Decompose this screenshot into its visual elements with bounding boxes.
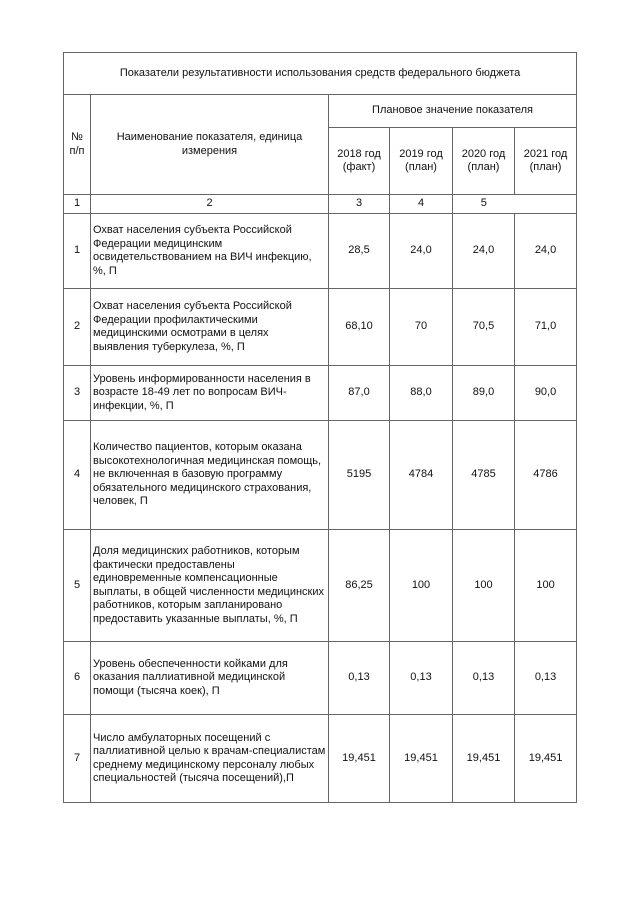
value-2018: 87,0	[329, 366, 390, 421]
table-row	[64, 366, 577, 421]
value-2021: 71,0	[515, 289, 577, 366]
row-num: 4	[64, 421, 91, 530]
table-row	[64, 421, 577, 530]
value-2019: 70	[390, 289, 453, 366]
value-2020: 89,0	[453, 366, 515, 421]
value-2021: 4786	[515, 421, 577, 530]
table-row	[64, 715, 577, 803]
value-2019: 24,0	[390, 214, 453, 289]
value-2021: 100	[515, 530, 577, 642]
value-2019: 19,451	[390, 715, 453, 803]
row-name: Охват населения субъекта Российской Федерации медицинским освидетельствованием на ВИЧ инфекцию, %, П	[91, 214, 329, 289]
row-num: 3	[64, 366, 91, 421]
row-num: 2	[64, 289, 91, 366]
value-2018: 68,10	[329, 289, 390, 366]
table-row	[64, 530, 577, 642]
value-2020: 70,5	[453, 289, 515, 366]
column-number	[515, 195, 577, 214]
column-number: 5	[453, 195, 515, 214]
header-year-2021: 2021 год (план)	[515, 128, 577, 195]
value-2020: 100	[453, 530, 515, 642]
row-num: 1	[64, 214, 91, 289]
value-2021: 24,0	[515, 214, 577, 289]
table-title: Показатели результативности использования средств федерального бюджета	[64, 53, 577, 95]
row-name: Доля медицинских работников, которым фактически предоставлены единовременные компенсационные выплаты, в общей численности медицинских работников, которым запланировано предоставить указанные выплаты, %, П	[91, 530, 329, 642]
row-name: Число амбулаторных посещений с паллиативной целью к врачам-специалистам среднему медицинскому персоналу любых специальностей (тысяча посещений),П	[91, 715, 329, 803]
value-2019: 100	[390, 530, 453, 642]
row-num: 7	[64, 715, 91, 803]
header-year-2019: 2019 год (план)	[390, 128, 453, 195]
row-num: 5	[64, 530, 91, 642]
value-2018: 19,451	[329, 715, 390, 803]
value-2018: 28,5	[329, 214, 390, 289]
row-num: 6	[64, 642, 91, 715]
row-name: Уровень обеспеченности койками для оказания паллиативной медицинской помощи (тысяча коек), П	[91, 642, 329, 715]
table-row	[64, 642, 577, 715]
value-2020: 0,13	[453, 642, 515, 715]
value-2020: 4785	[453, 421, 515, 530]
row-name: Количество пациентов, которым оказана высокотехнологичная медицинская помощь, не включенная в базовую программу обязательного медицинского страхования, человек, П	[91, 421, 329, 530]
header-num: № п/п	[64, 95, 91, 195]
value-2021: 19,451	[515, 715, 577, 803]
header-planned: Плановое значение показателя	[329, 95, 577, 128]
table-row	[64, 289, 577, 366]
value-2020: 24,0	[453, 214, 515, 289]
value-2019: 0,13	[390, 642, 453, 715]
table-row	[64, 214, 577, 289]
value-2018: 5195	[329, 421, 390, 530]
column-number: 4	[390, 195, 453, 214]
value-2018: 86,25	[329, 530, 390, 642]
indicators-table	[63, 52, 577, 803]
column-number: 2	[91, 195, 329, 214]
value-2021: 90,0	[515, 366, 577, 421]
value-2019: 88,0	[390, 366, 453, 421]
row-name: Уровень информированности населения в возрасте 18-49 лет по вопросам ВИЧ-инфекции, %, П	[91, 366, 329, 421]
column-number-row	[64, 195, 577, 214]
header-year-2018: 2018 год (факт)	[329, 128, 390, 195]
header-year-2020: 2020 год (план)	[453, 128, 515, 195]
value-2019: 4784	[390, 421, 453, 530]
column-number: 3	[329, 195, 390, 214]
value-2021: 0,13	[515, 642, 577, 715]
header-name: Наименование показателя, единица измерения	[91, 95, 329, 195]
value-2020: 19,451	[453, 715, 515, 803]
value-2018: 0,13	[329, 642, 390, 715]
column-number: 1	[64, 195, 91, 214]
row-name: Охват населения субъекта Российской Федерации профилактическими медицинскими осмотрами в целях выявления туберкулеза, %, П	[91, 289, 329, 366]
